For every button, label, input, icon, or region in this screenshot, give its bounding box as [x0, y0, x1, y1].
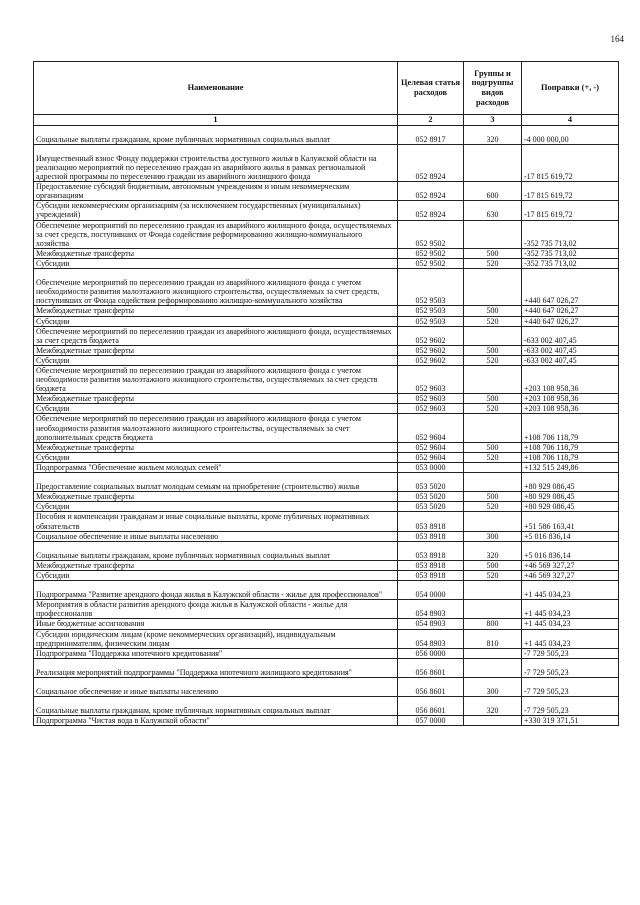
row-target-article: 053 8918 — [398, 541, 464, 560]
row-amendment-amount: +108 706 118,79 — [522, 414, 619, 442]
row-name: Социальное обеспечение и иные выплаты населению — [34, 678, 398, 697]
row-expense-group — [464, 716, 522, 726]
table-row — [34, 541, 619, 560]
row-name: Обеспечение мероприятий по переселению граждан из аварийного жилищного фонда с учетом необходимости развития малоэтажного жилищного строительства, осуществляемых за счет средств, поступивших от Фонда содействия реформированию жилищно-коммунального хозяйства — [34, 269, 398, 306]
row-target-article: 056 8601 — [398, 697, 464, 716]
row-target-article: 053 5020 — [398, 492, 464, 502]
row-target-article: 052 9603 — [398, 404, 464, 414]
row-name: Пособия и компенсации гражданам и иные социальные выплаты, кроме публичных нормативных обязательств — [34, 512, 398, 531]
column-number: 2 — [398, 115, 464, 126]
row-name: Субсидии — [34, 258, 398, 268]
row-name: Субсидии юридическим лицам (кроме некоммерческих организаций), индивидуальным предпринимателям, физическим лицам — [34, 629, 398, 648]
row-amendment-amount: +1 445 034,23 — [522, 581, 619, 600]
column-number: 4 — [522, 115, 619, 126]
row-name: Иные бюджетные ассигнования — [34, 619, 398, 629]
row-target-article: 057 0000 — [398, 716, 464, 726]
row-target-article: 056 8601 — [398, 678, 464, 697]
column-number: 1 — [34, 115, 398, 126]
row-name: Межбюджетные трансферты — [34, 306, 398, 316]
row-amendment-amount: -17 815 619,72 — [522, 201, 619, 220]
row-amendment-amount: -7 729 505,23 — [522, 678, 619, 697]
row-amendment-amount: +203 108 958,36 — [522, 394, 619, 404]
row-target-article: 052 9604 — [398, 442, 464, 452]
row-name: Предоставление субсидий бюджетным, автономным учреждениям и иным некоммерческим организациям — [34, 182, 398, 201]
row-amendment-amount: -7 729 505,23 — [522, 697, 619, 716]
row-expense-group: 500 — [464, 560, 522, 570]
row-amendment-amount: -4 000 000,00 — [522, 125, 619, 144]
row-target-article: 052 8924 — [398, 201, 464, 220]
row-amendment-amount: +1 445 034,23 — [522, 629, 619, 648]
row-target-article: 052 8917 — [398, 125, 464, 144]
row-amendment-amount: -352 735 713,02 — [522, 220, 619, 248]
row-amendment-amount: +80 929 086,45 — [522, 473, 619, 492]
row-target-article: 052 9602 — [398, 355, 464, 365]
row-name: Субсидии — [34, 570, 398, 580]
table-row — [34, 345, 619, 355]
row-expense-group: 300 — [464, 678, 522, 697]
row-amendment-amount: +46 569 327,27 — [522, 560, 619, 570]
table-row — [34, 581, 619, 600]
table-row — [34, 560, 619, 570]
row-amendment-amount: +440 647 026,27 — [522, 306, 619, 316]
row-amendment-amount: +440 647 026,27 — [522, 316, 619, 326]
row-expense-group: 520 — [464, 316, 522, 326]
row-expense-group: 520 — [464, 355, 522, 365]
row-target-article: 056 8601 — [398, 658, 464, 677]
row-target-article: 054 0000 — [398, 581, 464, 600]
row-expense-group — [464, 600, 522, 619]
row-name: Межбюджетные трансферты — [34, 492, 398, 502]
row-amendment-amount: +108 706 118,79 — [522, 442, 619, 452]
table-row — [34, 648, 619, 658]
row-target-article: 052 9602 — [398, 345, 464, 355]
row-amendment-amount: +132 515 249,86 — [522, 462, 619, 472]
table-row — [34, 306, 619, 316]
row-expense-group: 320 — [464, 697, 522, 716]
row-amendment-amount: -17 815 619,72 — [522, 182, 619, 201]
table-row — [34, 658, 619, 677]
row-expense-group — [464, 365, 522, 393]
row-target-article: 052 9604 — [398, 414, 464, 442]
row-target-article: 052 9604 — [398, 452, 464, 462]
row-target-article: 052 9602 — [398, 326, 464, 345]
row-name: Предоставление социальных выплат молодым семьям на приобретение (строительство) жилья — [34, 473, 398, 492]
row-expense-group: 810 — [464, 629, 522, 648]
row-name: Социальное обеспечение и иные выплаты населению — [34, 531, 398, 541]
row-expense-group — [464, 512, 522, 531]
row-name: Социальные выплаты гражданам, кроме публичных нормативных социальных выплат — [34, 125, 398, 144]
row-name: Межбюджетные трансферты — [34, 442, 398, 452]
row-name: Обеспечение мероприятий по переселению граждан из аварийного жилищного фонда, осуществляемых за счет средств бюджета — [34, 326, 398, 345]
table-row — [34, 600, 619, 619]
row-amendment-amount: -17 815 619,72 — [522, 144, 619, 181]
table-row — [34, 394, 619, 404]
row-expense-group — [464, 144, 522, 181]
row-expense-group: 600 — [464, 182, 522, 201]
row-expense-group — [464, 414, 522, 442]
row-name: Межбюджетные трансферты — [34, 560, 398, 570]
row-name: Межбюджетные трансферты — [34, 248, 398, 258]
table-row — [34, 452, 619, 462]
header-amount: Поправки (+, -) — [522, 62, 619, 115]
row-name: Обеспечение мероприятий по переселению граждан из аварийного жилищного фонда с учетом необходимости развития малоэтажного жилищного строительства, осуществляемых за счет дополнительных средств бюджета — [34, 414, 398, 442]
row-target-article: 054 8903 — [398, 600, 464, 619]
table-row — [34, 531, 619, 541]
row-expense-group: 500 — [464, 248, 522, 258]
row-target-article: 053 8918 — [398, 531, 464, 541]
row-amendment-amount: +5 016 836,14 — [522, 541, 619, 560]
table-row — [34, 182, 619, 201]
row-name: Субсидии — [34, 452, 398, 462]
table-row — [34, 473, 619, 492]
row-target-article: 052 9503 — [398, 269, 464, 306]
table-row — [34, 678, 619, 697]
row-target-article: 052 9503 — [398, 316, 464, 326]
table-row — [34, 716, 619, 726]
row-expense-group: 630 — [464, 201, 522, 220]
table-row — [34, 570, 619, 580]
table-row — [34, 258, 619, 268]
table-row — [34, 269, 619, 306]
row-name: Субсидии — [34, 404, 398, 414]
row-amendment-amount: -352 735 713,02 — [522, 248, 619, 258]
row-expense-group: 320 — [464, 541, 522, 560]
row-expense-group: 500 — [464, 345, 522, 355]
row-expense-group — [464, 326, 522, 345]
row-expense-group: 500 — [464, 394, 522, 404]
row-expense-group: 520 — [464, 570, 522, 580]
row-amendment-amount: +203 108 958,36 — [522, 365, 619, 393]
row-amendment-amount: +51 586 163,41 — [522, 512, 619, 531]
row-target-article: 054 8903 — [398, 629, 464, 648]
row-target-article: 052 8924 — [398, 144, 464, 181]
row-target-article: 053 0000 — [398, 462, 464, 472]
row-target-article: 052 8924 — [398, 182, 464, 201]
row-amendment-amount: +203 108 958,36 — [522, 404, 619, 414]
row-expense-group: 500 — [464, 492, 522, 502]
table-row — [34, 697, 619, 716]
table-row — [34, 365, 619, 393]
row-amendment-amount: +80 929 086,45 — [522, 492, 619, 502]
row-amendment-amount: -633 002 407,45 — [522, 345, 619, 355]
row-amendment-amount: +1 445 034,23 — [522, 619, 619, 629]
row-amendment-amount: -633 002 407,45 — [522, 355, 619, 365]
row-amendment-amount: +440 647 026,27 — [522, 269, 619, 306]
row-target-article: 053 5020 — [398, 502, 464, 512]
table-row — [34, 442, 619, 452]
row-expense-group — [464, 462, 522, 472]
row-expense-group — [464, 269, 522, 306]
table-row — [34, 414, 619, 442]
row-expense-group: 800 — [464, 619, 522, 629]
table-row — [34, 326, 619, 345]
row-name: Мероприятия в области развития арендного фонда жилья в Калужской области - жилье для профессионалов — [34, 600, 398, 619]
table-row — [34, 355, 619, 365]
row-name: Субсидии некоммерческим организациям (за исключением государственных (муниципальных) учреждений) — [34, 201, 398, 220]
row-name: Имущественный взнос Фонду поддержки строительства доступного жилья в Калужской области на реализацию мероприятий по переселению граждан из аварийного жилья в рамках региональной адресной программы по переселению граждан из аварийного жилищного фонда — [34, 144, 398, 181]
header-name: Наименование — [34, 62, 398, 115]
row-target-article: 052 9502 — [398, 248, 464, 258]
table-row — [34, 220, 619, 248]
table-row — [34, 125, 619, 144]
column-number: 3 — [464, 115, 522, 126]
row-name: Подпрограмма "Развитие арендного фонда жилья в Калужской области - жилье для профессионалов" — [34, 581, 398, 600]
column-number-row — [34, 115, 619, 126]
row-expense-group: 500 — [464, 306, 522, 316]
row-target-article: 053 5020 — [398, 473, 464, 492]
row-name: Субсидии — [34, 316, 398, 326]
row-expense-group — [464, 220, 522, 248]
row-amendment-amount: -7 729 505,23 — [522, 648, 619, 658]
header-code: Целевая статья расходов — [398, 62, 464, 115]
row-amendment-amount: -633 002 407,45 — [522, 326, 619, 345]
row-name: Социальные выплаты гражданам, кроме публичных нормативных социальных выплат — [34, 541, 398, 560]
table-row — [34, 629, 619, 648]
row-target-article: 053 8918 — [398, 560, 464, 570]
row-expense-group: 520 — [464, 404, 522, 414]
table-row — [34, 619, 619, 629]
header-row — [34, 62, 619, 115]
budget-amendments-table — [33, 61, 619, 726]
row-target-article: 054 8903 — [398, 619, 464, 629]
row-amendment-amount: +46 569 327,27 — [522, 570, 619, 580]
row-target-article: 052 9502 — [398, 258, 464, 268]
row-expense-group: 520 — [464, 452, 522, 462]
row-target-article: 052 9603 — [398, 365, 464, 393]
table-row — [34, 462, 619, 472]
row-expense-group: 520 — [464, 258, 522, 268]
row-name: Подпрограмма "Обеспечение жильем молодых семей" — [34, 462, 398, 472]
table-row — [34, 144, 619, 181]
header-group: Группы и подгруппы видов расходов — [464, 62, 522, 115]
row-amendment-amount: +5 016 836,14 — [522, 531, 619, 541]
table-row — [34, 512, 619, 531]
table-row — [34, 201, 619, 220]
row-expense-group: 300 — [464, 531, 522, 541]
table-row — [34, 492, 619, 502]
row-name: Подпрограмма "Поддержка ипотечного кредитования" — [34, 648, 398, 658]
row-expense-group: 520 — [464, 502, 522, 512]
row-amendment-amount: +108 706 118,79 — [522, 452, 619, 462]
row-expense-group — [464, 473, 522, 492]
row-amendment-amount: -7 729 505,23 — [522, 658, 619, 677]
table-body — [34, 125, 619, 726]
row-expense-group — [464, 581, 522, 600]
row-name: Обеспечение мероприятий по переселению граждан из аварийного жилищного фонда с учетом необходимости развития малоэтажного жилищного строительства, осуществляемых за счет средств бюджета — [34, 365, 398, 393]
row-expense-group — [464, 648, 522, 658]
table-row — [34, 502, 619, 512]
row-target-article: 056 0000 — [398, 648, 464, 658]
row-name: Субсидии — [34, 355, 398, 365]
row-name: Реализация мероприятий подпрограммы "Поддержка ипотечного жилищного кредитования" — [34, 658, 398, 677]
page-number: 164 — [610, 34, 624, 44]
row-expense-group: 320 — [464, 125, 522, 144]
row-name: Межбюджетные трансферты — [34, 345, 398, 355]
row-target-article: 052 9603 — [398, 394, 464, 404]
row-amendment-amount: +330 319 371,51 — [522, 716, 619, 726]
row-expense-group — [464, 658, 522, 677]
row-amendment-amount: +1 445 034,23 — [522, 600, 619, 619]
row-name: Подпрограмма "Чистая вода в Калужской области" — [34, 716, 398, 726]
row-target-article: 052 9503 — [398, 306, 464, 316]
row-amendment-amount: -352 735 713,02 — [522, 258, 619, 268]
table-row — [34, 316, 619, 326]
table-row — [34, 248, 619, 258]
row-name: Обеспечение мероприятий по переселению граждан из аварийного жилищного фонда, осуществляемых за счет средств, поступивших от Фонда содействия реформированию жилищно-коммунального хозяйства — [34, 220, 398, 248]
table-row — [34, 404, 619, 414]
row-name: Межбюджетные трансферты — [34, 394, 398, 404]
row-amendment-amount: +80 929 086,45 — [522, 502, 619, 512]
row-target-article: 052 9502 — [398, 220, 464, 248]
row-target-article: 053 8918 — [398, 570, 464, 580]
row-name: Субсидии — [34, 502, 398, 512]
row-expense-group: 500 — [464, 442, 522, 452]
row-target-article: 053 8918 — [398, 512, 464, 531]
row-name: Социальные выплаты гражданам, кроме публичных нормативных социальных выплат — [34, 697, 398, 716]
